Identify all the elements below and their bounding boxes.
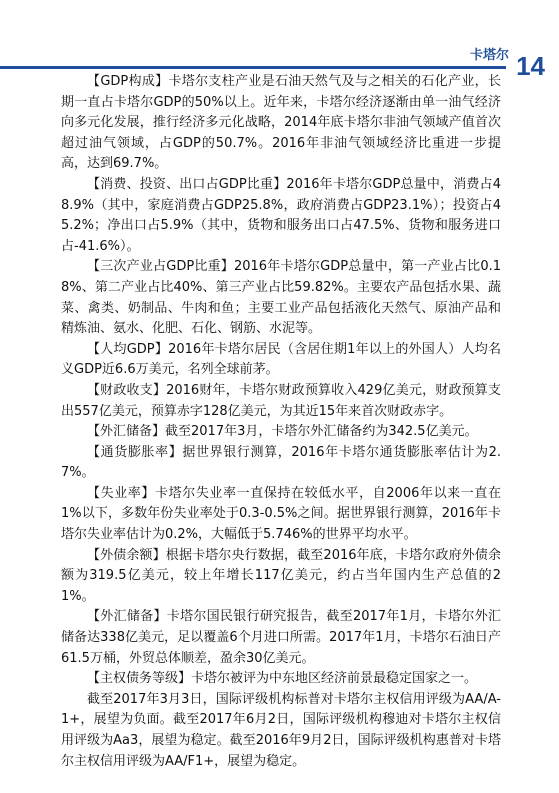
paragraph-fiscal-balance: 【财政收支】2016财年，卡塔尔财政预算收入429亿美元，财政预算支出557亿美元，预算赤字128亿美元，为其近15年来首次财政赤字。 bbox=[61, 382, 501, 419]
paragraph-industry-share: 【三次产业占GDP比重】2016年卡塔尔GDP总量中，第一产业占比0.18%、第二产业占比40%、第三产业占比59.82%。主要农产品包括水果、蔬菜、禽类、奶制品、牛肉和鱼；主要工业产品包括液化天然气、原油产品和精炼油、氨水、化肥、石化、钢筋、水泥等。 bbox=[61, 259, 501, 337]
paragraph-external-debt: 【外债余额】根据卡塔尔央行数据，截至2016年底，卡塔尔政府外债余额为319.5亿美元，较上年增长117亿美元，约占当年国内生产总值的21%。 bbox=[61, 547, 501, 604]
paragraph-inflation: 【通货膨胀率】据世界银行测算，2016年卡塔尔通货膨胀率估计为2.7%。 bbox=[61, 444, 501, 481]
page-number: 14 bbox=[516, 51, 545, 81]
body-text bbox=[61, 72, 501, 772]
running-title: 卡塔尔 bbox=[469, 48, 509, 63]
paragraph-unemployment: 【失业率】卡塔尔失业率一直保持在较低水平，自2006年以来一直在1%以下，多数年份失业率处于0.3-0.5%之间。据世界银行测算，2016年卡塔尔失业率估计为0.2%，大幅低于5.746%的世界平均水平。 bbox=[61, 485, 501, 543]
paragraph-sovereign-rating: 【主权债务等级】卡塔尔被评为中东地区经济前景最稳定国家之一。 bbox=[87, 671, 478, 687]
paragraph-consumption-investment-export: 【消费、投资、出口占GDP比重】2016年卡塔尔GDP总量中，消费占48.9%（其中，家庭消费占GDP25.8%，政府消费占GDP23.1%）；投资占45.2%；净出口占5.9%（其中，货物和服务出口占47.5%、货物和服务进口占-41.6%）。 bbox=[61, 176, 501, 254]
paragraph-forex-reserves-2: 【外汇储备】卡塔尔国民银行研究报告，截至2017年1月，卡塔尔外汇储备达338亿美元，足以覆盖6个月进口所需。2017年1月，卡塔尔石油日产61.5万桶，外贸总体顺差，盈余30亿美元。 bbox=[61, 609, 501, 666]
paragraph-forex-reserves: 【外汇储备】截至2017年3月，卡塔尔外汇储备约为342.5亿美元。 bbox=[87, 424, 478, 440]
paragraph-gdp-composition: 【GDP构成】卡塔尔支柱产业是石油天然气及与之相关的石化产业，长期一直占卡塔尔GDP的50%以上。近年来，卡塔尔经济逐渐由单一油气经济向多元化发展，推行经济多元化战略，2014年底卡塔尔非油气领域产值首次超过油气领域，占GDP的50.7%。2016年非油气领域经济比重进一步提高，达到69.7%。 bbox=[61, 74, 501, 172]
header-rule bbox=[0, 66, 506, 69]
paragraph-rating-details: 截至2017年3月3日，国际评级机构标普对卡塔尔主权信用评级为AA/A-1+，展望为负面。截至2017年6月2日，国际评级机构穆迪对卡塔尔主权信用评级为Aa3，展望为稳定。截至2016年9月2日，国际评级机构惠普对卡塔尔主权信用评级为AA/F1+，展望为稳定。 bbox=[61, 691, 501, 769]
paragraph-gdp-per-capita: 【人均GDP】2016年卡塔尔居民（含居住期1年以上的外国人）人均名义GDP近6.6万美元，名列全球前茅。 bbox=[61, 341, 501, 378]
